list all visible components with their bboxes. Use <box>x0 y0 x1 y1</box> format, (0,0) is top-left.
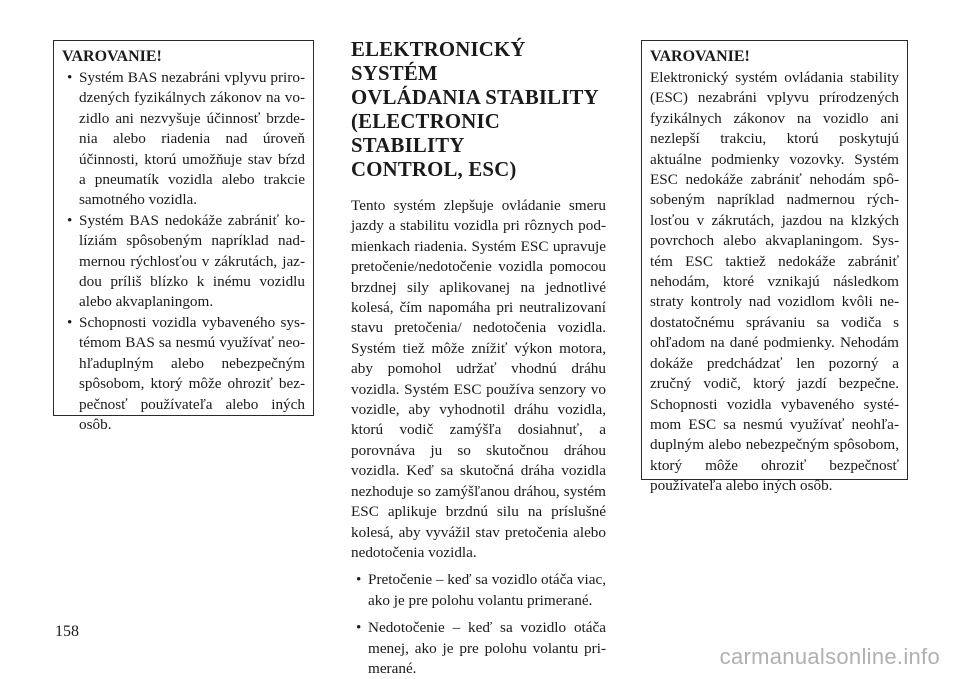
section-paragraph: Tento systém zlepšuje ovládanie smeru jazdy a stabilitu vozidla pri rôznych podmienkach riadenia. Systém ESC upravuje pretočenie/nedotočenie vozidla pomocou brzdnej sily aplikovanej na jednotlivé kolesá, čím napomáha pri neutralizovaní stavu pretočenia/ nedotočenia vozidla. Systém tiež môže znížiť výkon motora, aby pomohol udržať vhodnú dráhu vozidla. Systém ESC používa senzory vo vozidle, aby vyhodnotil dráhu vozidla, ktorú vodič zamýšľa dosiahnuť, a porovnáva ju so skutočnou dráhou vozidla. Keď sa skutočná dráha vozidla nezhoduje so zamýšľanou dráhou, systém ESC aplikuje brzdnú silu na príslušné kolesá, aby vyvážil stav pretočenia alebo nedotočenia vozidla. <box>351 197 606 561</box>
section-heading <box>351 38 606 182</box>
warning-title: VAROVANIE! <box>650 48 750 65</box>
warning-box-bas <box>53 40 314 433</box>
warning-bullet: • Schopnosti vozidla vybaveného systémom BAS sa nesmú využívať neohľaduplným alebo nebezpečným spôsobom, ktorý môže ohroziť bezpečnosť používateľa alebo iných osôb. <box>62 313 305 435</box>
warning-title: VAROVANIE! <box>62 48 162 65</box>
warning-box-esc <box>641 40 908 495</box>
section-bullet-list <box>351 570 606 679</box>
warning-bullet-list <box>62 68 305 435</box>
esc-section <box>351 38 606 679</box>
heading-line: (ELECTRONIC STABILITY <box>351 110 500 157</box>
page-number: 158 <box>55 623 79 640</box>
section-bullet: • Nedotočenie – keď sa vozidlo otáča menej, ako je pre polohu volantu primerané. <box>351 618 606 679</box>
heading-line: OVLÁDANIA STABILITY <box>351 86 599 109</box>
heading-line: CONTROL, ESC) <box>351 158 517 181</box>
warning-bullet: • Systém BAS nezabráni vplyvu prirodzených fyzikálnych zákonov na vozidlo ani nezvyšuje účinnosť brzdenia alebo riadenia nad úroveň účinnosti, ktorú umožňuje stav bŕzd a pneumatík vozidla alebo trakcie samotného vozidla. <box>62 68 305 211</box>
heading-line: ELEKTRONICKÝ SYSTÉM <box>351 38 526 85</box>
warning-paragraph: Elektronický systém ovládania stability (ESC) nezabráni vplyvu prírodzených fyzikálnych zákonov na vozidlo ani nezlepší trakciu, ktorú poskytujú aktuálne podmienky vozovky. Systém ESC nedokáže zabrániť nehodám spôsobeným napríklad nadmernou rýchlosťou v zákrutách, jazdou na klzkých povrchoch alebo akvaplaningom. Systém ESC taktiež nedokáže zabrániť nehodám, ktoré vznikajú následkom straty kontroly nad vozidlom kvôli nedostatočnému správaniu sa vodiča s ohľadom na dané podmienky. Nehodám dokáže predchádzať len pozorný a zručný vodič, ktorý jazdí bezpečne. Schopnosti vozidla vybaveného systémom ESC sa nesmú využívať neohľaduplným alebo nebezpečným spôsobom, ktorý môže ohroziť bezpečnosť používateľa alebo iných osôb. <box>650 69 899 495</box>
warning-bullet: • Systém BAS nedokáže zabrániť kolíziám spôsobeným napríklad nadmernou rýchlosťou v zákrutách, jazdou príliš blízko k inému vozidlu alebo akvaplaningom. <box>62 211 305 313</box>
section-bullet: • Pretočenie – keď sa vozidlo otáča viac, ako je pre polohu volantu primerané. <box>351 570 606 611</box>
watermark: carmanualsonline.info <box>719 644 940 669</box>
